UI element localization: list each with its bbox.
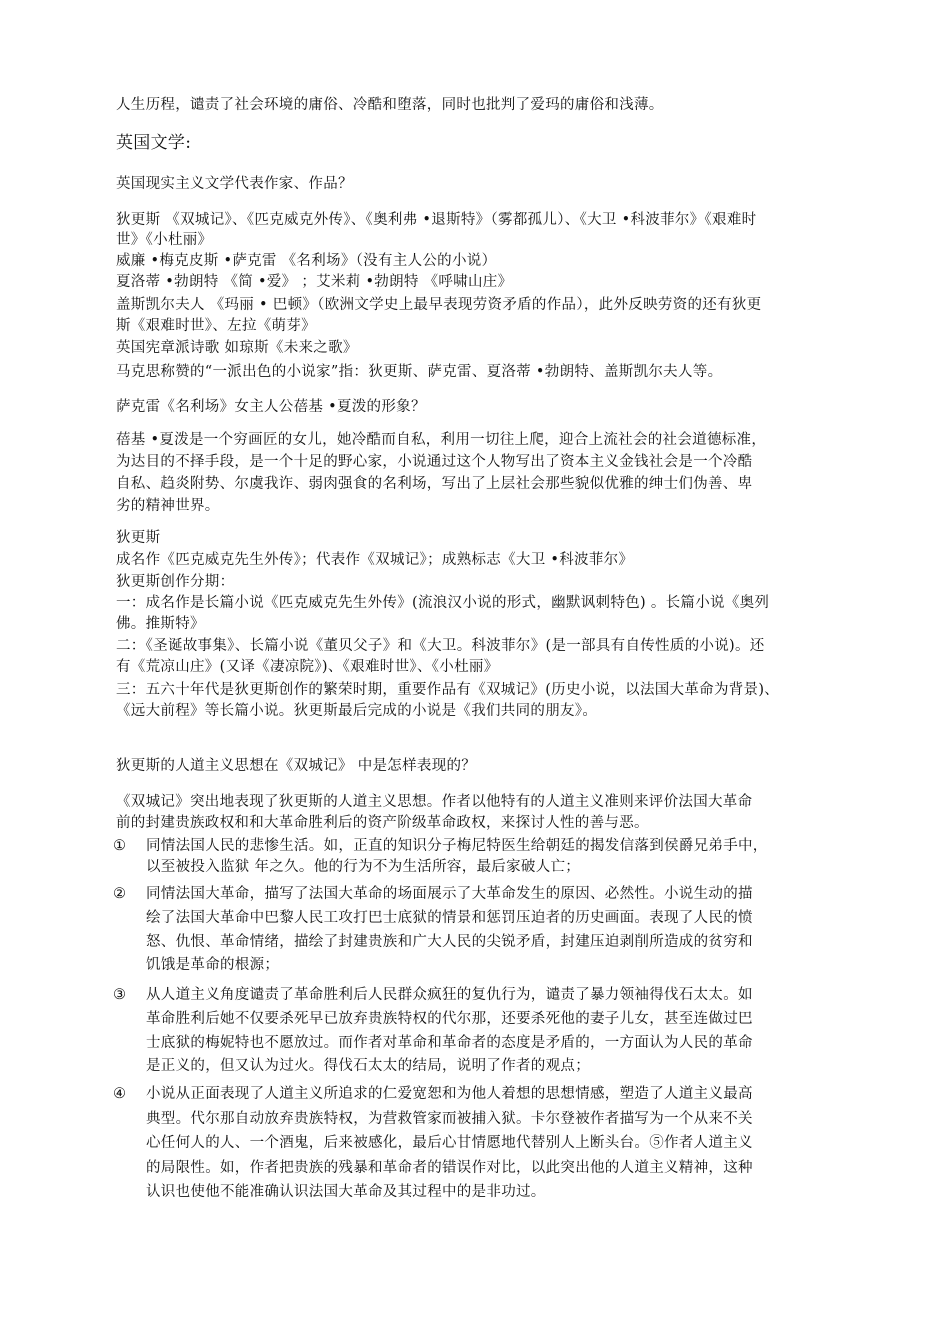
section-heading: 英国文学:: [116, 133, 192, 153]
point-line: 士底狱的梅妮特也不愿放过。而作者对革命和革命者的态度是矛盾的，一方面认为人民的革命: [146, 1035, 753, 1051]
q3-intro-line: 前的封建贵族政权和和大革命胜利后的资产阶级革命政权，来探讨人性的善与恶。: [116, 815, 649, 831]
point-line: 以至被投入监狱 年之久。他的行为不为生活所容，最后家破人亡；: [146, 859, 581, 875]
q1-answer-line: 英国宪章派诗歌 如琼斯《未来之歌》: [116, 340, 358, 356]
q1-answer-line: 夏洛蒂 •勃朗特 《简 •爱》 ；艾米莉 •勃朗特 《呼啸山庄》: [116, 274, 513, 290]
point-line: 心任何人的人、一个酒鬼，后来被感化，最后心甘情愿地代替别人上断头台。⑤作者人道主义: [146, 1135, 753, 1151]
q2-answer-line: 劣的精神世界。: [116, 498, 220, 514]
point-line: 同情法国人民的悲惨生活。如，正直的知识分子梅尼特医生给朝廷的揭发信落到侯爵兄弟手中，: [146, 838, 768, 854]
point-number: ①: [113, 838, 126, 854]
q1-answer-line: 威廉 •梅克皮斯 •萨克雷 《名利场》（没有主人公的小说）: [116, 253, 497, 269]
intro-line: 人生历程，谴责了社会环境的庸俗、冷酷和堕落，同时也批判了爱玛的庸俗和浅薄。: [116, 97, 664, 113]
point-line: 是正义的，但又认为过火。得伐石太太的结局，说明了作者的观点；: [146, 1058, 590, 1074]
point-number: ③: [113, 987, 126, 1003]
point-number: ④: [113, 1086, 126, 1102]
point-line: 同情法国大革命，描写了法国大革命的场面展示了大革命发生的原因、必然性。小说生动的描: [146, 886, 753, 902]
point-line: 小说从正面表现了人道主义所追求的仁爱宽恕和为他人着想的思想情感，塑造了人道主义最高: [146, 1086, 753, 1102]
dickens-line: 二：《圣诞故事集》、长篇小说《董贝父子》和《大卫。科波菲尔》(是一部具有自传性质的小说)。还: [116, 638, 765, 654]
q3-intro-line: 《双城记》突出地表现了狄更斯的人道主义思想。作者以他特有的人道主义准则来评价法国大革命: [116, 794, 753, 810]
point-line: 饥饿是革命的根源；: [146, 957, 280, 973]
point-line: 认识也使他不能准确认识法国大革命及其过程中的是非功过。: [146, 1184, 546, 1200]
dickens-line: 有《荒凉山庄》(又译《凄凉院》)、《艰难时世》、《小杜丽》: [116, 659, 499, 675]
point-line: 从人道主义角度谴责了革命胜利后人民群众疯狂的复仇行为，谴责了暴力领袖得伐石太太。如: [146, 987, 753, 1003]
q2-answer-line: 为达目的不择手段，是一个十足的野心家，小说通过这个人物写出了资本主义金钱社会是一个冷酷: [116, 454, 753, 470]
question-1: 英国现实主义文学代表作家、作品？: [116, 176, 353, 192]
q1-answer-line: 盖斯凯尔夫人 《玛丽 • 巴顿》（欧洲文学史上最早表现劳资矛盾的作品），此外反映劳资的还有狄更: [116, 297, 762, 313]
dickens-line: 《远大前程》等长篇小说。狄更斯最后完成的小说是《我们共同的朋友》。: [116, 703, 598, 719]
dickens-line: 一：成名作是长篇小说《匹克威克先生外传》(流浪汉小说的形式，幽默讽刺特色) 。长篇小说《奥列: [116, 595, 770, 611]
point-line: 的局限性。如，作者把贵族的残暴和革命者的错误作对比，以此突出他的人道主义精神，这种: [146, 1160, 753, 1176]
q2-answer-line: 自私、趋炎附势、尔虞我诈、弱肉强食的名利场，写出了上层社会那些貌似优雅的绅士们伪善、卑: [116, 476, 753, 492]
point-line: 绘了法国大革命中巴黎人民工攻打巴士底狱的情景和惩罚压迫者的历史画面。表现了人民的愤: [146, 910, 753, 926]
point-number: ②: [113, 886, 126, 902]
dickens-line: 狄更斯: [116, 530, 161, 546]
dickens-line: 佛。推斯特》: [116, 616, 205, 632]
q1-answer-line: 世》《小杜丽》: [116, 232, 213, 248]
q1-answer-line: 斯《艰难时世》、左拉《萌芽》: [116, 318, 316, 334]
question-2: 萨克雷《名利场》女主人公蓓基 •夏泼的形象？: [116, 399, 426, 415]
dickens-line: 三：五六十年代是狄更斯创作的繁荣时期，重要作品有《双城记》(历史小说，以法国大革命为背景)、: [116, 682, 780, 698]
question-3: 狄更斯的人道主义思想在《双城记》 中是怎样表现的？: [116, 758, 477, 774]
q2-answer-line: 蓓基 •夏泼是一个穷画匠的女儿，她冷酷而自私，利用一切往上爬，迎合上流社会的社会道德标准，: [116, 432, 767, 448]
dickens-line: 成名作《匹克威克先生外传》；代表作《双城记》；成熟标志《大卫 •科波菲尔》: [116, 552, 634, 568]
q1-answer-line: 马克思称赞的“一派出色的小说家”指：狄更斯、萨克雷、夏洛蒂 •勃朗特、盖斯凯尔夫人等。: [116, 364, 723, 380]
point-line: 典型。代尔那自动放弃贵族特权，为营救管家而被捕入狱。卡尔登被作者描写为一个从来不关: [146, 1111, 753, 1127]
q1-answer-line: 狄更斯 《双城记》、《匹克威克外传》、《奥利弗 •退斯特》（雾都孤儿）、《大卫 •科波菲尔》《艰难时: [116, 212, 757, 228]
point-line: 革命胜利后她不仅要杀死早已放弃贵族特权的代尔那，还要杀死他的妻子儿女，甚至连做过巴: [146, 1011, 753, 1027]
point-line: 怒、仇恨、革命情绪，描绘了封建贵族和广大人民的尖锐矛盾，封建压迫剥削所造成的贫穷和: [146, 934, 753, 950]
dickens-line: 狄更斯创作分期：: [116, 574, 235, 590]
